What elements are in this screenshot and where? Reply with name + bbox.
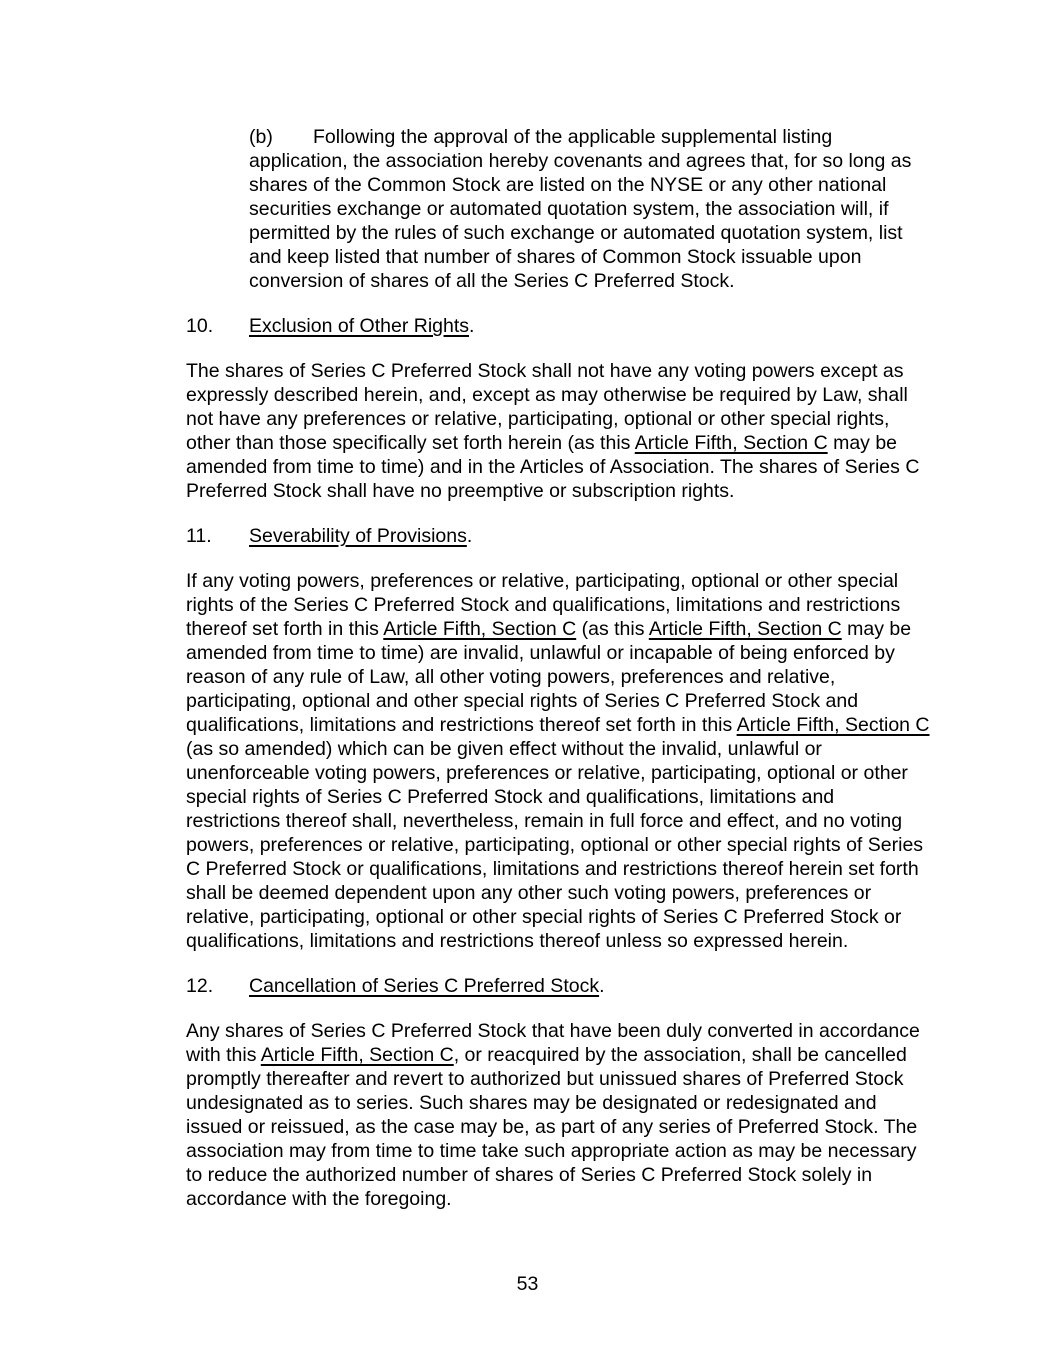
section-12-title: Cancellation of Series C Preferred Stock — [249, 975, 600, 997]
section-10-paragraph-text: The shares of Series C Preferred Stock shall not have any voting powers except as expressly described herein, and, except as may otherwise be required by Law, shall not have any preferences or relative, participating, optional or other special rights, other than those specifically set forth herein (as this — [186, 360, 908, 454]
section-12-paragraph-text: , or reacquired by the association, shall be cancelled promptly thereafter and revert to authorized but unissued shares of Preferred Stock undesignated as to series. Such shares may be designated or redesignated and issued or reissued, as the case may be, as part of any series of Preferred Stock. The association may from time to time take such appropriate action as may be necessary to reduce the authorized number of shares of Series C Preferred Stock solely in accordance with the foregoing. — [186, 1044, 918, 1210]
section-10-paragraph — [186, 359, 931, 503]
article-fifth-section-c-reference: Article Fifth, Section C — [383, 618, 577, 640]
section-11-title-period: . — [466, 525, 473, 547]
document-body — [186, 125, 931, 1232]
section-12-title-period: . — [599, 975, 605, 997]
section-11-paragraph — [186, 569, 931, 953]
section-10-title: Exclusion of Other Rights — [249, 315, 470, 337]
paragraph-b-label: (b) — [249, 126, 273, 148]
section-12-heading — [186, 974, 931, 998]
article-fifth-section-c-reference: Article Fifth, Section C — [648, 618, 842, 640]
section-11-paragraph-text: If any voting powers, preferences or relative, participating, optional or other special rights of the Series C Preferred Stock and qualifications, limitations and restrictions thereof set forth in this — [186, 570, 901, 640]
section-11-number: 11. — [186, 525, 212, 547]
section-12-number: 12. — [186, 975, 214, 997]
paragraph-b — [249, 125, 925, 293]
section-11-paragraph-text: (as so amended) which can be given effect without the invalid, unlawful or unenforceable voting powers, preferences or relative, participating, optional or other special rights of Series C Preferred Stock and qualifications, limitations and restrictions thereof shall, nevertheless, remain in full force and effect, and no voting powers, preferences or relative, participating, optional or other special rights of Series C Preferred Stock or qualifications, limitations and restrictions thereof herein set forth shall be deemed dependent upon any other such voting powers, preferences or relative, participating, optional or other special rights of Series C Preferred Stock or qualifications, limitations and restrictions thereof unless so expressed herein. — [186, 738, 924, 952]
section-11-paragraph-text: (as this — [576, 618, 649, 640]
section-10-number: 10. — [186, 315, 214, 337]
section-12-paragraph-text: Any shares of Series C Preferred Stock that have been duly converted in accordance with this — [186, 1020, 920, 1066]
section-11-paragraph-text: may be amended from time to time) are invalid, unlawful or incapable of being enforced by reason of any rule of Law, all other voting powers, preferences and relative, participating, optional and other special rights of Series C Preferred Stock and qualifications, limitations and restrictions thereof set forth in this — [186, 618, 912, 736]
paragraph-b-text: Following the approval of the applicable supplemental listing application, the association hereby covenants and agrees that, for so long as shares of the Common Stock are listed on the NYSE or any other national securities exchange or automated quotation system, the association will, if permitted by the rules of such exchange or automated quotation system, list and keep listed that number of shares of Common Stock issuable upon conversion of shares of all the Series C Preferred Stock. — [249, 126, 912, 292]
section-11-heading — [186, 524, 931, 548]
section-11-title: Severability of Provisions — [249, 525, 467, 547]
article-fifth-section-c-reference: Article Fifth, Section C — [260, 1044, 454, 1066]
section-10-paragraph-text: may be amended from time to time) and in the Articles of Association. The shares of Series C Preferred Stock shall have no preemptive or subscription rights. — [186, 432, 920, 502]
article-fifth-section-c-reference: Article Fifth, Section C — [634, 432, 828, 454]
section-10-title-period: . — [469, 315, 475, 337]
section-10-heading — [186, 314, 931, 338]
page-number: 53 — [516, 1273, 539, 1295]
section-12-paragraph — [186, 1019, 931, 1211]
article-fifth-section-c-reference: Article Fifth, Section C — [736, 714, 930, 736]
